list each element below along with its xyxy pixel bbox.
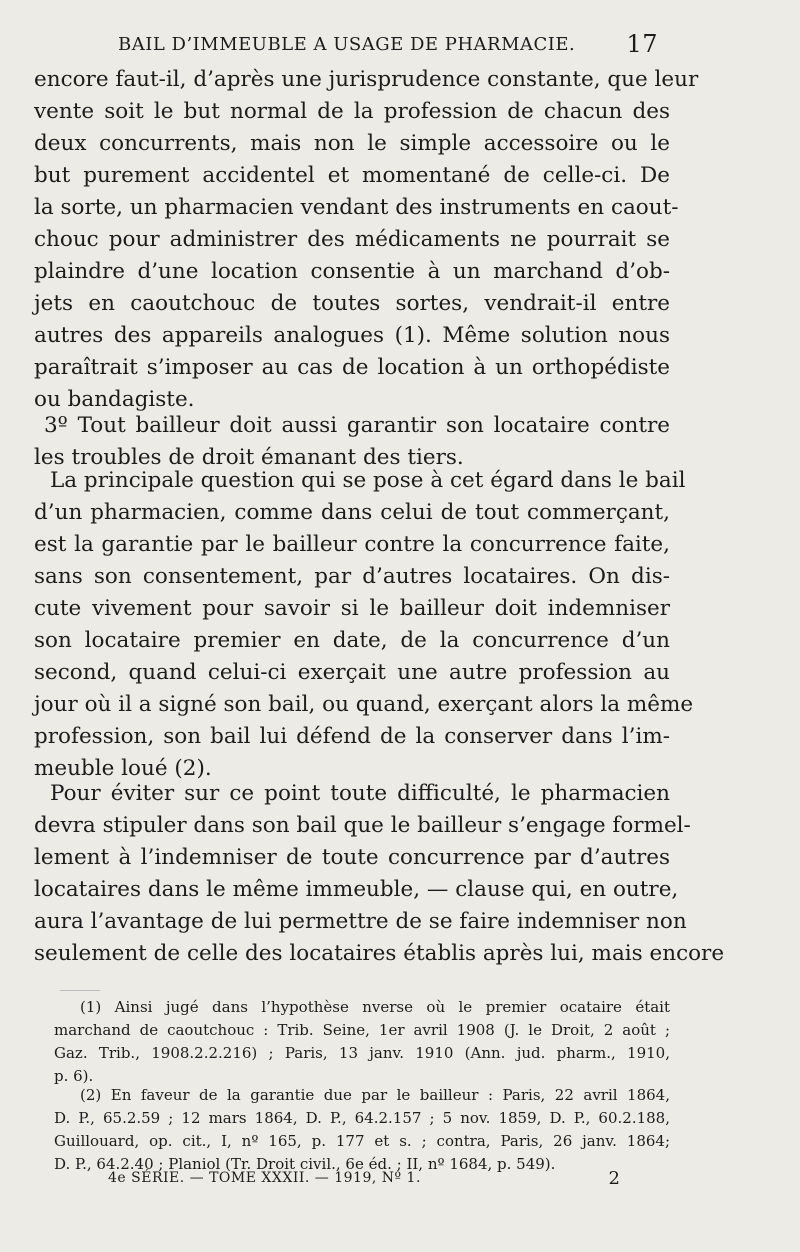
text-line: paraîtrait s’imposer au cas de location à un orthopédiste: [34, 355, 670, 380]
text-line: jets en caoutchouc de toutes sortes, vendrait-il entre: [34, 291, 670, 316]
text-line: second, quand celui-ci exerçait une autre profession au: [34, 660, 670, 685]
footnote-line: (1) Ainsi jugé dans l’hypothèse nverse où le premier ocataire était: [80, 998, 670, 1016]
text-line: chouc pour administrer des médicaments ne pourrait se: [34, 227, 670, 252]
signature-footer: [108, 1166, 620, 1190]
text-line: deux concurrents, mais non le simple accessoire ou le: [34, 131, 670, 156]
text-line: sans son consentement, par d’autres locataires. On dis-: [34, 564, 670, 589]
text-line: son locataire premier en date, de la concurrence d’un: [34, 628, 670, 653]
text-line: seulement de celle des locataires établis après lui, mais encore: [34, 941, 725, 966]
text-line: aura l’avantage de lui permettre de se faire indemniser non: [34, 909, 687, 934]
text-line: encore faut-il, d’après une jurisprudence constante, que leur: [34, 67, 699, 92]
text-line: vente soit le but normal de la profession de chacun des: [34, 99, 670, 124]
text-line: plaindre d’une location consentie à un marchand d’ob-: [34, 259, 670, 284]
series-signature: 4e SÉRIE. — TOME XXXII. — 1919, Nº 1.: [108, 1170, 421, 1186]
footnote-divider: [60, 990, 100, 991]
text-line: lement à l’indemniser de toute concurrence par d’autres: [34, 845, 670, 870]
text-line: Pour éviter sur ce point toute difficulté, le pharmacien: [50, 781, 670, 806]
running-title: BAIL D’IMMEUBLE A USAGE DE PHARMACIE.: [118, 34, 576, 55]
text-line: 3º Tout bailleur doit aussi garantir son locataire contre: [44, 413, 670, 438]
text-line: jour où il a signé son bail, ou quand, exerçant alors la même: [34, 692, 694, 717]
footnote-line: Gaz. Trib., 1908.2.2.216) ; Paris, 13 janv. 1910 (Ann. jud. pharm., 1910,: [54, 1044, 670, 1062]
text-line: locataires dans le même immeuble, — clause qui, en outre,: [34, 877, 679, 902]
footnote-line: p. 6).: [54, 1067, 94, 1085]
page-number: 17: [626, 30, 658, 58]
text-line: d’un pharmacien, comme dans celui de tout commerçant,: [34, 500, 670, 525]
text-line: but purement accidentel et momentané de celle-ci. De: [34, 163, 670, 188]
footnote-line: D. P., 65.2.59 ; 12 mars 1864, D. P., 64.2.157 ; 5 nov. 1859, D. P., 60.2.188,: [54, 1109, 670, 1127]
text-line: La principale question qui se pose à cet égard dans le bail: [50, 468, 686, 493]
sheet-number: 2: [608, 1168, 620, 1189]
text-line: cute vivement pour savoir si le bailleur doit indemniser: [34, 596, 670, 621]
text-line: les troubles de droit émanant des tiers.: [34, 445, 464, 470]
running-header: [118, 30, 658, 60]
text-line: la sorte, un pharmacien vendant des instruments en caout-: [34, 195, 679, 220]
text-line: profession, son bail lui défend de la conserver dans l’im-: [34, 724, 670, 749]
footnote-line: marchand de caoutchouc : Trib. Seine, 1er avril 1908 (J. le Droit, 2 août ;: [54, 1021, 670, 1039]
text-line: meuble loué (2).: [34, 756, 212, 781]
text-line: devra stipuler dans son bail que le bailleur s’engage formel-: [34, 813, 691, 838]
footnote-line: D. P., 64.2.40 ; Planiol (Tr. Droit civil., 6e éd. ; II, nº 1684, p. 549).: [54, 1155, 556, 1173]
footnote-line: (2) En faveur de la garantie due par le bailleur : Paris, 22 avril 1864,: [80, 1086, 670, 1104]
text-line: est la garantie par le bailleur contre la concurrence faite,: [34, 532, 670, 557]
text-line: ou bandagiste.: [34, 387, 195, 412]
text-line: autres des appareils analogues (1). Même solution nous: [34, 323, 670, 348]
footnote-line: Guillouard, op. cit., I, nº 165, p. 177 et s. ; contra, Paris, 26 janv. 1864;: [54, 1132, 670, 1150]
